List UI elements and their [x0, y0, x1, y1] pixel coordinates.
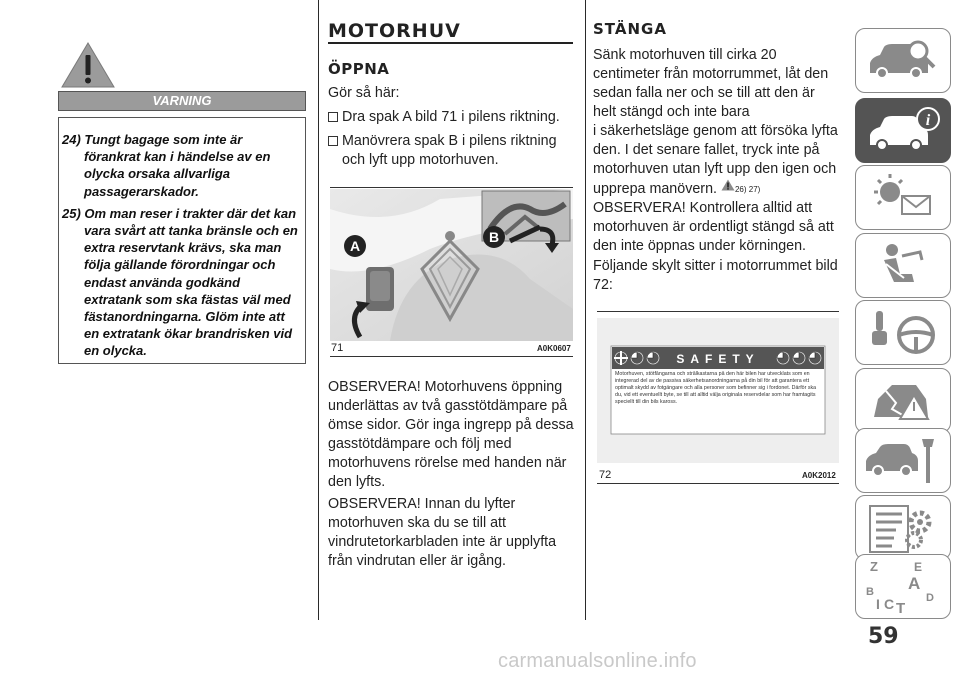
figure-71-top-rule: [330, 187, 573, 188]
figure-72-top-rule: [597, 311, 839, 312]
close-check-note: OBSERVERA! Kontrollera alltid att motorhuven är ordentligt stängd så att den inte öppnas under körningen.: [593, 200, 834, 254]
figure-72-bottom-rule: [597, 483, 839, 484]
figure-71-code: A0K0607: [537, 344, 571, 353]
safety-label-text: Motorhuven, stötfångarna och strålkastarna på den här bilen har utvecklats som en integrerad del av de passiva säkerhetsanordningarna på din bil för att garantera ett optimalt skydd av fotgängare och alla personer som befinner sig i fordonet. Därför ska du, vid ett eventuellt byte, se till att alltid välja originala reservdelar som har framtagits speciellt till din bils kaross.: [615, 371, 817, 405]
tab-starting-driving[interactable]: [855, 300, 951, 365]
note-gas-struts: OBSERVERA! Motorhuvens öppning underlättas av två gasstötdämpare på ömse sidor. Gör inga ingrepp på dessa gasstötdämpare och följ med motorhuvens rörelse med handen när den lyfts.: [328, 379, 574, 490]
svg-text:B: B: [866, 586, 874, 598]
page-number: 59: [868, 624, 899, 649]
tab-technical-data[interactable]: [855, 495, 951, 560]
svg-text:Z: Z: [870, 559, 878, 574]
car-info-icon: [856, 99, 952, 164]
tab-emergency[interactable]: [855, 368, 951, 433]
figure-71-label-b: B: [488, 229, 500, 245]
warning-box: [58, 117, 306, 364]
settings-list-icon: [856, 496, 952, 561]
close-paragraph: Sänk motorhuven till cirka 20 centimeter från motorrummet, låt den sedan falla ner och se till att den är helt stängd och inte bara i säkerhetsläge genom att försöka lyfta den. I det senare fallet, tryck inte på motorhuven utan lyft upp den igen och upprepa manövern. 26) 27): [593, 47, 838, 197]
open-heading: ÖPPNA: [328, 60, 390, 78]
tab-maintenance[interactable]: [855, 428, 951, 493]
safety-label-title: SAFETY: [676, 352, 760, 366]
seat-airbag-icon: [856, 234, 952, 299]
svg-text:T: T: [896, 600, 906, 617]
tab-safety[interactable]: [855, 233, 951, 298]
warning-item-25: 25) Om man reser i trakter där det kan vara svårt att tanka bränsle och en extra reservtank krävs, ska man följa gällande förordningar och endast använda godkänd extratank som ska fästas väl med fästanordningarna. Glöm inte att en extratank ökar brandrisken vid en olycka.: [62, 205, 298, 359]
close-heading: STÄNGA: [593, 20, 667, 38]
open-step-2: Manövrera spak B i pilens riktning och lyft upp motorhuven.: [328, 132, 576, 170]
warning-triangle-icon: [60, 40, 116, 90]
steering-key-icon: [856, 301, 952, 366]
small-warning-icon: [721, 179, 735, 191]
warning-title: VARNING: [58, 91, 306, 111]
tab-car-info[interactable]: [855, 98, 951, 163]
title-rule: [328, 42, 573, 44]
figure-71-bottom-rule: [330, 356, 573, 357]
warning-light-icon: [856, 166, 952, 231]
figure-72-safety-label: [597, 318, 839, 463]
svg-text:D: D: [926, 592, 934, 604]
svg-text:C: C: [884, 596, 895, 612]
svg-text:i: i: [925, 112, 931, 129]
checkbox-bullet-icon: [328, 136, 338, 146]
figure-71-number: 71: [331, 342, 344, 354]
warning-references: 26) 27): [734, 185, 761, 194]
section-title: MOTORHUV: [328, 20, 461, 42]
label-intro: Följande skylt sitter i motorrummet bild 72:: [593, 258, 838, 293]
car-search-icon: [856, 29, 952, 94]
note-wipers: OBSERVERA! Innan du lyfter motorhuven ska du se till att vindrutetorkarbladen inte är upplyfta från vindrutan eller är igång.: [328, 496, 557, 569]
column-divider-right: [585, 0, 586, 620]
open-step-1: Dra spak A bild 71 i pilens riktning.: [328, 108, 576, 127]
svg-text:E: E: [914, 560, 923, 574]
figure-71-hood-latch-image: [330, 189, 573, 341]
car-tools-icon: [856, 429, 952, 494]
car-crash-icon: [856, 369, 952, 434]
warning-item-24: 24) Tungt bagage som inte är förankrat kan i händelse av en olycka orsaka allvarliga passagerarskador.: [62, 132, 271, 199]
figure-72-code: A0K2012: [802, 471, 836, 480]
tab-index[interactable]: [855, 554, 951, 619]
figure-71-label-a: A: [349, 238, 361, 254]
figure-72-number: 72: [599, 469, 612, 481]
svg-text:I: I: [876, 596, 880, 612]
tab-car-search[interactable]: [855, 28, 951, 93]
checkbox-bullet-icon: [328, 112, 338, 122]
open-intro: Gör så här:: [328, 85, 400, 101]
alphabet-index-icon: [856, 555, 952, 620]
tab-warning-lights[interactable]: [855, 165, 951, 230]
column-divider-left: [318, 0, 319, 620]
svg-text:A: A: [908, 574, 921, 593]
watermark[interactable]: carmanualsonline.info: [498, 650, 697, 672]
